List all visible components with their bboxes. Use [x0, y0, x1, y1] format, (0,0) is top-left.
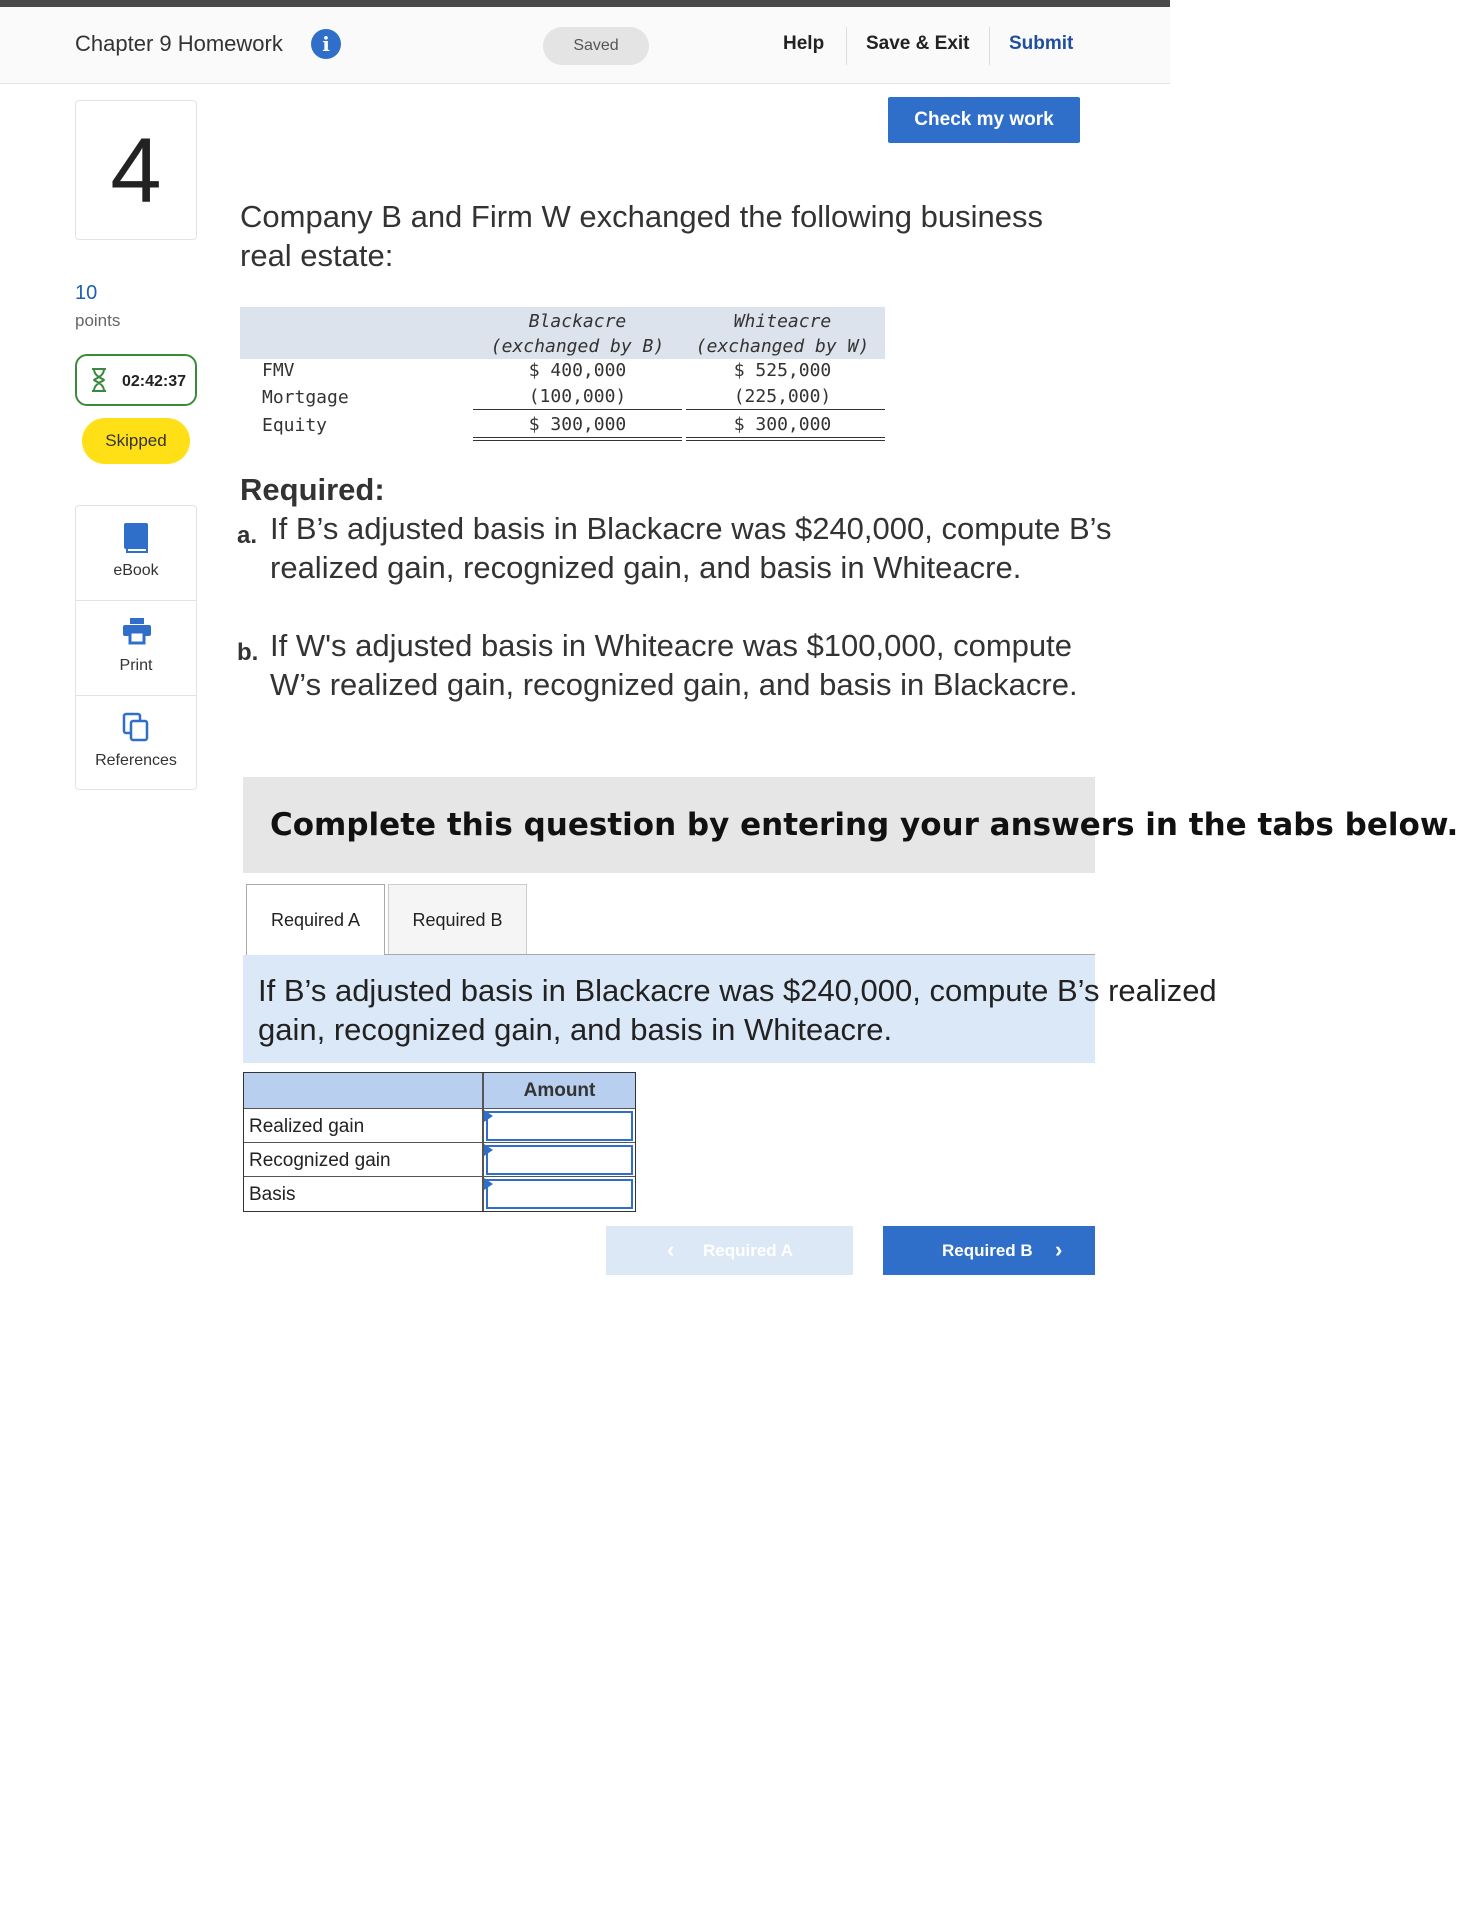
submit-link[interactable]: Submit [1009, 33, 1074, 54]
header-divider [989, 27, 990, 65]
row-label-equity: Equity [262, 415, 328, 436]
total-rule [686, 440, 885, 441]
book-icon [122, 522, 150, 554]
timer-text: 02:42:37 [122, 373, 187, 390]
required-text: If B’s adjusted basis in Blackacre was $240,000, compute B’s realized gain, recognized gain, and basis in Whiteacre. [270, 511, 1112, 585]
points-value: 10 [75, 282, 98, 304]
column-divider [482, 1073, 484, 1211]
answer-table [243, 1072, 636, 1212]
input-marker-icon [484, 1144, 493, 1156]
subtotal-rule [473, 409, 682, 410]
ebook-button[interactable] [76, 506, 196, 600]
blackacre-header-line1: Blackacre [528, 311, 627, 332]
row-label-realized-gain: Realized gain [249, 1116, 365, 1137]
input-marker-icon [484, 1178, 493, 1190]
row-label-basis: Basis [249, 1184, 296, 1205]
input-marker-icon [484, 1110, 493, 1122]
help-link[interactable]: Help [783, 33, 825, 54]
header-divider [846, 27, 847, 65]
instructions-banner [243, 777, 1458, 873]
timer-badge [75, 354, 197, 406]
cell-whiteacre-fmv: $ 525,000 [733, 360, 832, 381]
printer-icon [122, 617, 152, 645]
cell-blackacre-mortgage: (100,000) [528, 386, 627, 407]
required-a-prompt: If B’s adjusted basis in Blackacre was $240,000, compute B’s realized gain, recognized gain, and basis in Whiteacre. [258, 973, 1217, 1047]
cell-blackacre-fmv: $ 400,000 [528, 360, 627, 381]
cell-blackacre-equity: $ 300,000 [528, 414, 627, 435]
top-strip [0, 0, 1170, 7]
print-button[interactable] [76, 601, 196, 695]
required-a-panel [243, 955, 1217, 1063]
tools-panel [75, 505, 197, 790]
saved-status-badge: Saved [543, 27, 649, 65]
question-prompt: Company B and Firm W exchanged the following business real estate: [240, 199, 1043, 273]
required-letter: a. [237, 522, 258, 549]
blackacre-header [475, 309, 680, 359]
required-text: If W's adjusted basis in Whiteacre was $100,000, compute W’s realized gain, recognized gain, and basis in Blackacre. [270, 628, 1078, 702]
blackacre-header-line2: (exchanged by B) [490, 336, 665, 357]
total-rule [473, 440, 682, 441]
ebook-label: eBook [113, 562, 159, 579]
assignment-title: Chapter 9 Homework [75, 31, 283, 56]
tab-required-b[interactable]: Required B [388, 884, 527, 955]
skipped-badge[interactable]: Skipped [82, 418, 190, 464]
basis-input[interactable] [486, 1179, 633, 1209]
cell-whiteacre-equity: $ 300,000 [733, 414, 832, 435]
copy-documents-icon [122, 712, 150, 742]
print-label: Print [119, 657, 153, 674]
chevron-left-icon: ‹ [667, 1237, 675, 1262]
row-label-recognized-gain: Recognized gain [249, 1150, 391, 1171]
previous-label: Required A [703, 1241, 794, 1260]
whiteacre-header-line1: Whiteacre [733, 311, 832, 332]
real-estate-table [240, 307, 885, 441]
subtotal-rule [686, 409, 885, 410]
hourglass-icon [89, 367, 109, 393]
header-bar [0, 7, 1170, 84]
references-button[interactable] [76, 696, 196, 790]
chevron-right-icon: › [1055, 1237, 1063, 1262]
total-rule [686, 437, 885, 438]
realized-gain-input[interactable] [486, 1111, 633, 1141]
question-number: 4 [75, 100, 197, 240]
save-exit-link[interactable]: Save & Exit [866, 33, 970, 54]
references-label: References [95, 752, 177, 769]
total-rule [473, 437, 682, 438]
row-label-mortgage: Mortgage [262, 387, 349, 408]
next-required-button[interactable] [883, 1226, 1095, 1275]
required-heading: Required: [240, 472, 385, 507]
amount-header: Amount [523, 1080, 596, 1101]
previous-required-button[interactable] [606, 1226, 853, 1275]
next-label: Required B [942, 1241, 1033, 1260]
whiteacre-header [680, 309, 885, 359]
instructions-text: Complete this question by entering your answers in the tabs below. [270, 807, 1458, 843]
info-icon[interactable]: i [311, 29, 341, 59]
row-label-fmv: FMV [262, 360, 295, 381]
points-label: points [75, 311, 121, 330]
check-my-work-button[interactable]: Check my work [888, 97, 1080, 143]
table-row [244, 1176, 635, 1210]
required-letter: b. [237, 639, 259, 666]
whiteacre-header-line2: (exchanged by W) [695, 336, 870, 357]
table-row [244, 1142, 635, 1176]
table-row [244, 1108, 635, 1142]
cell-whiteacre-mortgage: (225,000) [733, 386, 832, 407]
tab-required-a[interactable]: Required A [246, 884, 385, 957]
recognized-gain-input[interactable] [486, 1145, 633, 1175]
